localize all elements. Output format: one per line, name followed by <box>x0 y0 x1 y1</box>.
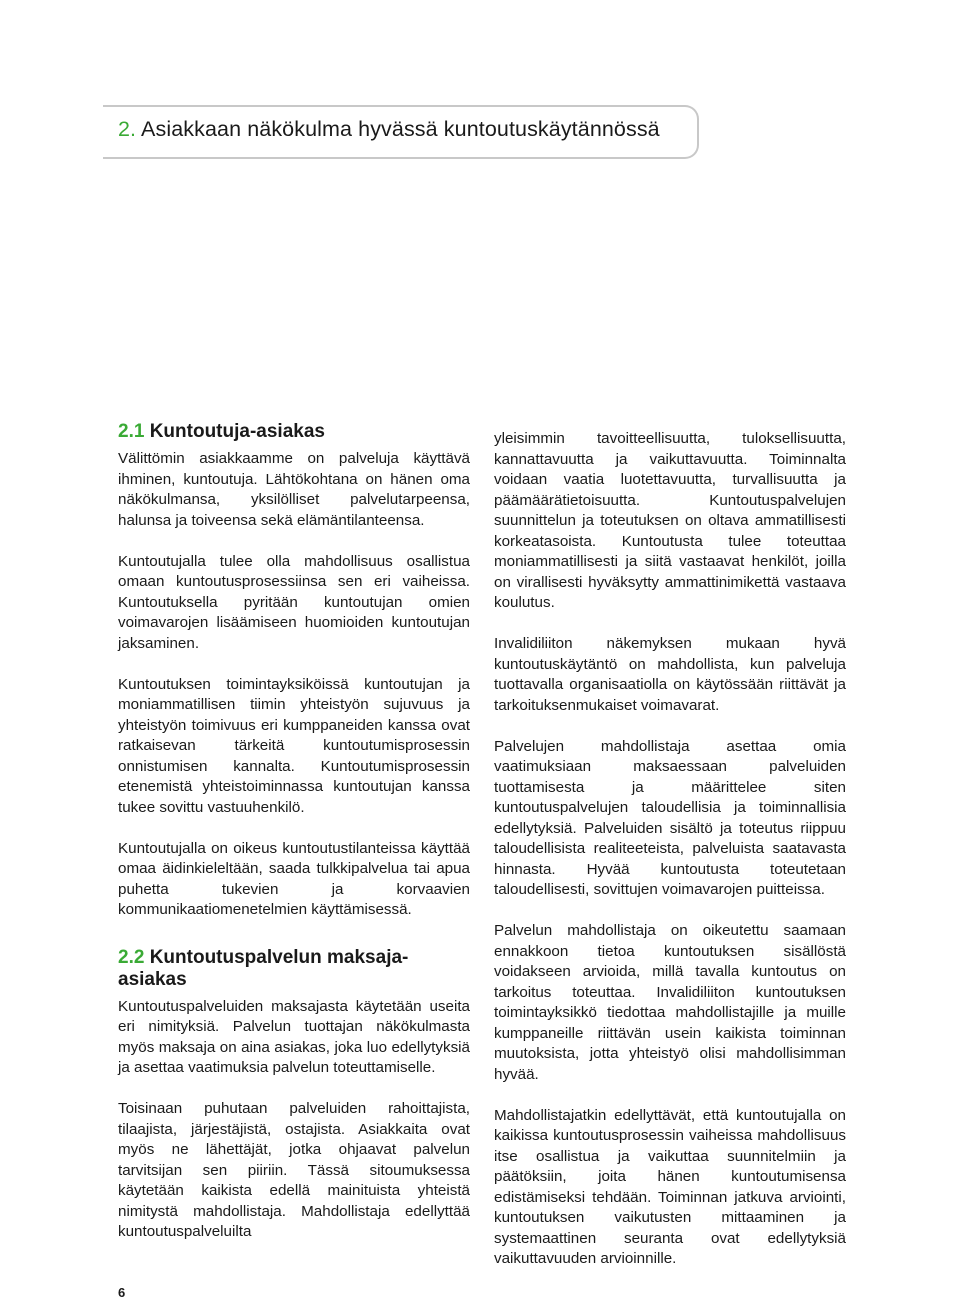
page-number: 6 <box>118 1285 126 1300</box>
paragraph: Kuntoutujalla on oikeus kuntoutustilanteissa käyttää omaa äidinkieleltään, saada tulkkipalvelua tai apua puhetta tukevien ja korvaavien kommunikaatiomenetelmien käyttämisessä. <box>118 839 470 918</box>
paragraph: Mahdollistajatkin edellyttävät, että kuntoutujalla on kaikissa kuntoutusprosessin vaiheissa mahdollisuus itse osallistua ja vaikuttaa suunnitelmiin ja päätöksiin, joita hänen kuntoutumisensa edistämiseksi tehdään. Toiminnan jatkuva arviointi, kuntoutuksen vaikutusten mittaaminen ja systemaattinen seuranta ovat edellytyksiä vaikuttavuuden arvioinnille. <box>494 1106 846 1267</box>
paragraph: Kuntoutujalla tulee olla mahdollisuus osallistua omaan kuntoutusprosessiinsa sen eri vaiheissa. Kuntoutuksella pyritään kuntoutujan omien voimavarojen lisäämiseen huomioiden kuntoutujan jaksaminen. <box>118 552 470 652</box>
paragraph: Palvelun mahdollistaja on oikeutettu saamaan ennakkoon tietoa kuntoutuksen sisällöstä voidakseen arvioida, millä tavalla kuntoutus on tarkoitus toteuttaa. Invalidiliiton kuntoutuksen toimintayksikkö tiedottaa mahdollistajille ja muille kumppaneille riittävän usein kaikista toiminnan muutoksista, jotta yhteistyö olisi mahdollisimman hyvää. <box>494 922 846 1083</box>
paragraph: Invalidiliiton näkemyksen mukaan hyvä kuntoutuskäytäntö on mahdollista, kun palveluja tuottavalla organisaatiolla on käytössään riittävät ja tarkoituksenmukaiset voimavarat. <box>494 635 846 714</box>
section-title: Kuntoutuspalvelun maksaja-asiakas <box>118 946 409 990</box>
paragraph: Kuntoutuksen toimintayksiköissä kuntoutujan ja moniammatillisen tiimin yhteistyön sujuvuus ja yhteistyön toimivuus eri kumppaneiden kanssa ovat ratkaisevan tärkeitä kuntoutumisprosessin onnistumisen kannalta. Kuntoutumisprosessin etenemistä yhteistoiminnassa kuntoutujan kanssa tukee sovittu vastuuhenkilö. <box>118 675 470 816</box>
paragraph: Kuntoutuspalveluiden maksajasta käytetään useita eri nimityksiä. Palvelun tuottajan näkökulmasta myös maksaja on aina asiakas, joka luo edellytyksiä ja asettaa vaatimuksia palvelun toteuttamiselle. <box>118 997 470 1076</box>
section-number: 2.2 <box>118 946 145 968</box>
paragraph: yleisimmin tavoitteellisuutta, tuloksellisuutta, kannattavuutta ja vaikuttavuutta. Toiminnalta voidaan vaatia luotettavuutta, turvallisuutta ja päämäärätietoisuutta. Kuntoutuspalvelujen suunnittelun ja toteutuksen on oltava ammatillisesti korkeatasoista. Kuntoutusta tulee toteuttaa moniammatillisesti ja siitä vastaavat henkilöt, joilla on virallisesti hyväksytty ammattinimikettä vastaava koulutus. <box>494 430 846 611</box>
paragraph: Palvelujen mahdollistaja asettaa omia vaatimuksiaan maksaessaan palveluiden tuottamisesta ja määrittelee siten kuntoutuspalvelujen taloudellisia ja toiminnallisia edellytyksiä. Palveluiden sisältö ja toteutus riippuu taloudellisista realiteeteista, palveluista saatavasta hinnasta. Hyvää kuntoutusta toteutetaan taloudellisesti, sovittujen voimavarojen puitteissa. <box>494 737 846 898</box>
chapter-title-text: Asiakkaan näkökulma hyvässä kuntoutuskäytännössä <box>141 117 660 141</box>
section-heading-2-1 <box>118 421 470 443</box>
paragraph: Välittömin asiakkaamme on palveluja käyttävä ihminen, kuntoutuja. Lähtökohtana on hänen oma näkökulmansa, yksilölliset palvelutarpeensa, halunsa ja toiveensa sekä elämäntilanteensa. <box>118 450 470 529</box>
left-column <box>118 421 470 1243</box>
section-heading-2-2 <box>118 947 470 991</box>
chapter-title <box>118 117 660 142</box>
right-column <box>494 429 846 1270</box>
chapter-number: 2. <box>118 117 137 141</box>
paragraph: Toisinaan puhutaan palveluiden rahoittajista, tilaajista, järjestäjistä, ostajista. Asiakkaita ovat myös ne lähettäjät, jotka ohjaavat palvelun tarvitsijan sen piiriin. Tässä sitoumuksessa käytetään kaikista edellä mainituista yhteistä nimitystä mahdollistaja. Mahdollistaja edellyttää kuntoutuspalveluilta <box>118 1100 470 1240</box>
section-title: Kuntoutuja-asiakas <box>149 421 325 442</box>
section-number: 2.1 <box>118 421 145 442</box>
